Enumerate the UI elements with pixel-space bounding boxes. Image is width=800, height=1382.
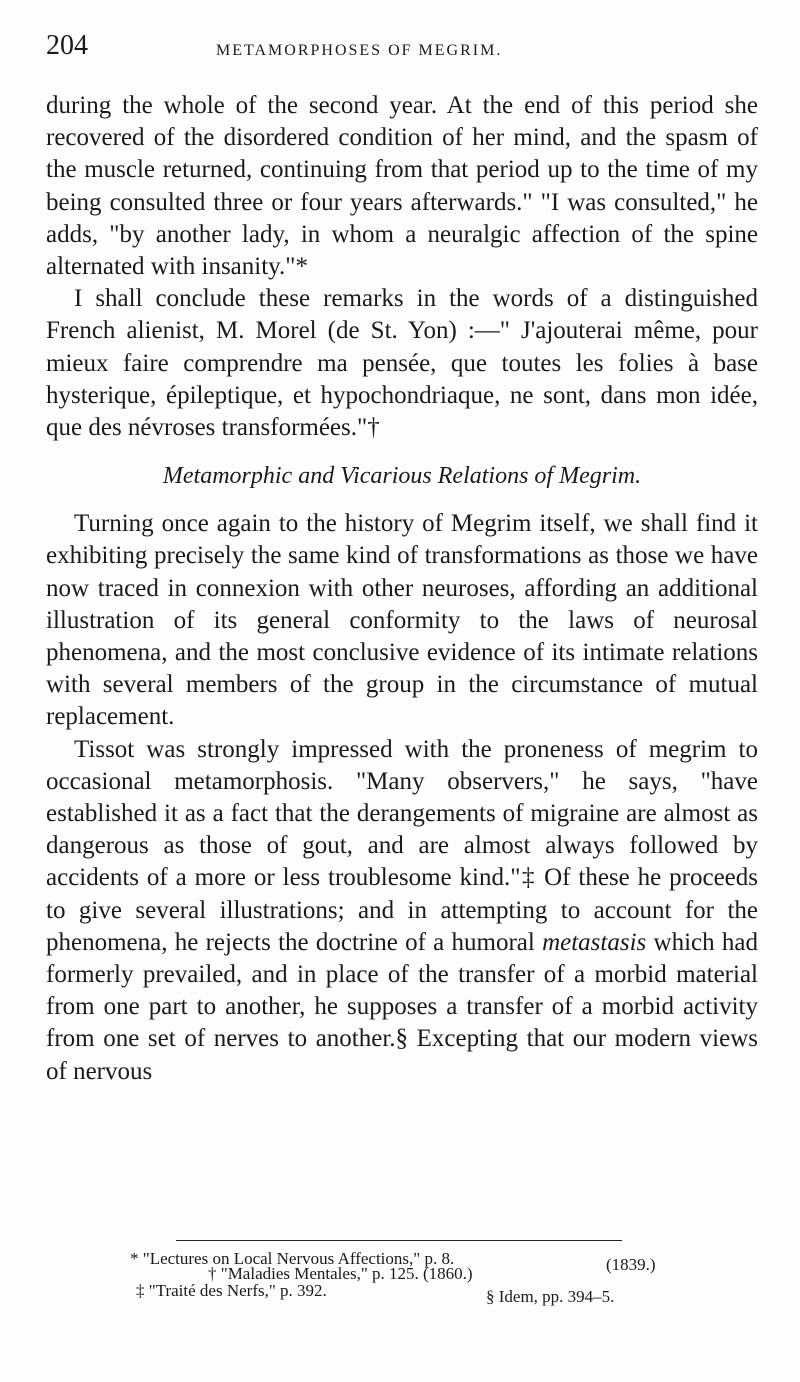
footnote-rule [176,1240,622,1241]
italic-metastasis: metastasis [542,928,647,956]
section-heading: Metamorphic and Vicarious Relations of Megrim. [162,463,642,490]
footnote-2-text: † "Maladies Mentales," p. 125. (1860.) [208,1264,473,1283]
paragraph-morel-quote: I shall conclude these remarks in the words of a distinguished French alienist, M. Morel (de St. Yon) :—" J'ajouterai même, pour mieux faire comprendre ma pensée, que toutes les folies à base hysterique, épileptique, et hypochondriaque, ne sont, dans mon idée, que des névroses transformées."† [46,285,758,442]
footnotes [120,1248,680,1311]
paragraph-tissot [46,734,758,1088]
tissot-text-part-1: Tissot was strongly impressed with the proneness of megrim to occasional metamorphosis. "Many observers," he says, "have established it as a fact that the derangements of migraine are almost as dangerous as those of gout, and are almost always followed by accidents of a more or less troublesome kind."‡ Of these he proceeds to give several illustrations; and in attempting to account for the phenomena, he rejects the doctrine of a humoral [46,735,758,956]
footnote-3 [120,1281,680,1311]
running-title: METAMORPHOSES OF MEGRIM. [216,42,503,59]
footnote-3-right-text: § Idem, pp. 394–5. [486,1287,615,1306]
footnote-1-year: (1839.) [606,1255,656,1274]
page-number: 204 [46,30,88,61]
running-head [46,30,756,70]
tissot-text-part-2: which had formerly prevailed, and in place of the transfer of a morbid material from one part to another, he supposes a transfer of a morbid activity from one set of nerves to another.§ Excepting that our modern views of nervous [46,928,758,1085]
footnote-3-left-text: ‡ "Traité des Nerfs," p. 392. [136,1281,327,1300]
body-text [46,90,758,1088]
paragraph-turning: Turning once again to the history of Megrim itself, we shall find it exhibiting precisely the same kind of transformations as those we have now traced in connexion with other neuroses, affording an additional illustration of its general conformity to the laws of neurosal phenomena, and the most conclusive evidence of its intimate relations with several members of the group in the circumstance of mutual replacement. [46,510,758,731]
paragraph-continued: during the whole of the second year. At the end of this period she recovered of the disordered condition of her mind, and the spasm of the muscle returned, continuing from that period up to the time of my being consulted three or four years afterwards." "I was consulted," he adds, "by another lady, in whom a neuralgic affection of the spine alternated with insanity."* [46,92,758,281]
footnote-1-text: * "Lectures on Local Nervous Affections," p. 8. [130,1249,455,1268]
